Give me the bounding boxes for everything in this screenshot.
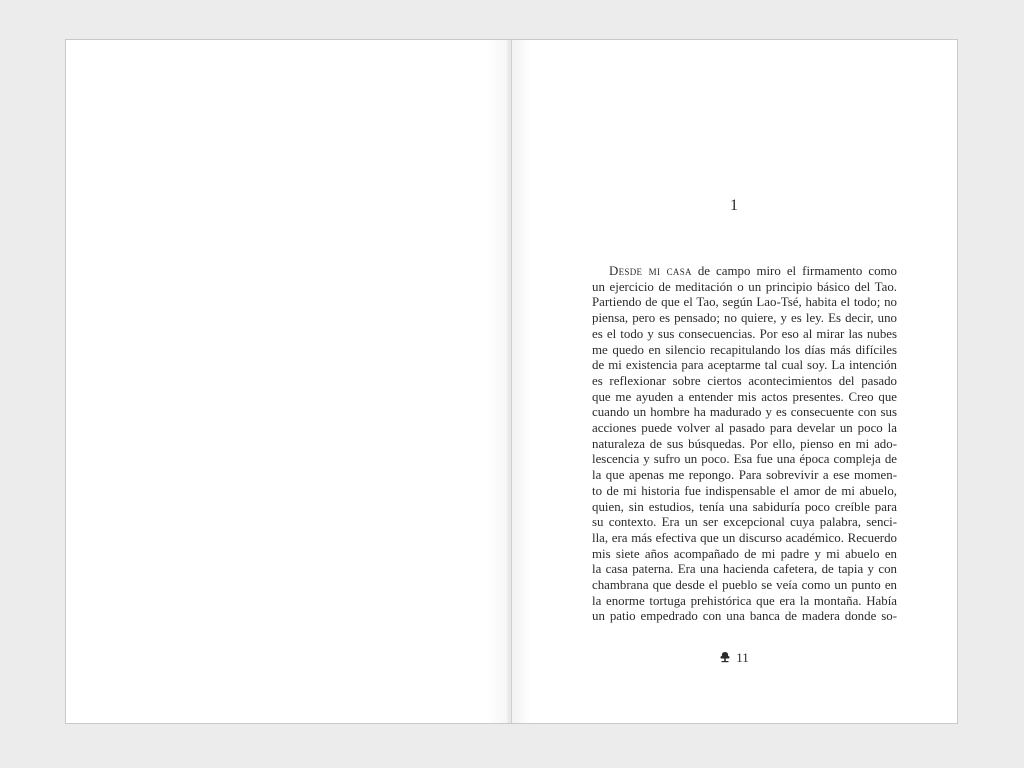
text-line: su contexto. Era un ser excepcional cuya palabra, senci- [592, 515, 897, 530]
right-page [511, 40, 957, 723]
page-number: 11 [736, 650, 749, 665]
left-page [66, 40, 511, 723]
text-line: Desde mi casa de campo miro el firmamento como [609, 264, 897, 278]
text-line: un ejercicio de meditación o un principio básico del Tao. [592, 279, 897, 294]
text-line: cuando un hombre ha madurado y es consecuente con sus [592, 405, 897, 420]
text-line: la casa paterna. Era una hacienda cafetera, de tapia y con [592, 562, 897, 577]
text-line: to de mi historia fue indispensable el amor de mi abuelo, [592, 483, 897, 498]
text-line: lescencia y sufro un poco. Esa fue una época compleja de [592, 452, 897, 467]
text-line: es el todo y sus consecuencias. Por eso al mirar las nubes [592, 326, 897, 341]
book-spread [65, 39, 958, 724]
text-line: Partiendo de que el Tao, según Lao-Tsé, habita el todo; no [592, 295, 897, 310]
gutter-divider [511, 40, 512, 723]
text-line: que me ayuden a entender mis actos presentes. Creo que [592, 389, 897, 404]
text-line: quien, sin estudios, tenía una sabiduría poco creíble para [592, 499, 897, 514]
text-line: mis siete años acompañado de mi padre y mi abuelo en [592, 546, 897, 561]
text-line: es reflexionar sobre ciertos acontecimientos del pasado [592, 373, 897, 388]
text-line: naturaleza de sus búsquedas. Por ello, pienso en mi ado- [592, 436, 897, 451]
text-line: lla, era más efectiva que un discurso académico. Recuerdo [592, 530, 897, 545]
text-line: la que apenas me repongo. Para sobrevivir a ese momen- [592, 468, 897, 483]
page-footer [511, 650, 957, 666]
ornament-icon [719, 651, 731, 663]
chapter-number: 1 [730, 197, 738, 214]
body-text [592, 264, 897, 625]
text-line: la enorme tortuga prehistórica que era la montaña. Había [592, 593, 897, 608]
text-line: acciones puede volver al pasado para develar un poco la [592, 421, 897, 436]
text-line: me quedo en silencio recapitulando los días más difíciles [592, 342, 897, 357]
opening-smallcaps: Desde mi casa [609, 264, 692, 278]
text-line: chambrana que desde el pueblo se veía como un punto en [592, 578, 897, 593]
text-line: un patio empedrado con una banca de madera donde so- [592, 609, 897, 624]
text-line: de mi existencia para aceptarme tal cual soy. La intención [592, 358, 897, 373]
text-line: piensa, pero es pensado; no quiere, y es ley. Es decir, uno [592, 311, 897, 326]
